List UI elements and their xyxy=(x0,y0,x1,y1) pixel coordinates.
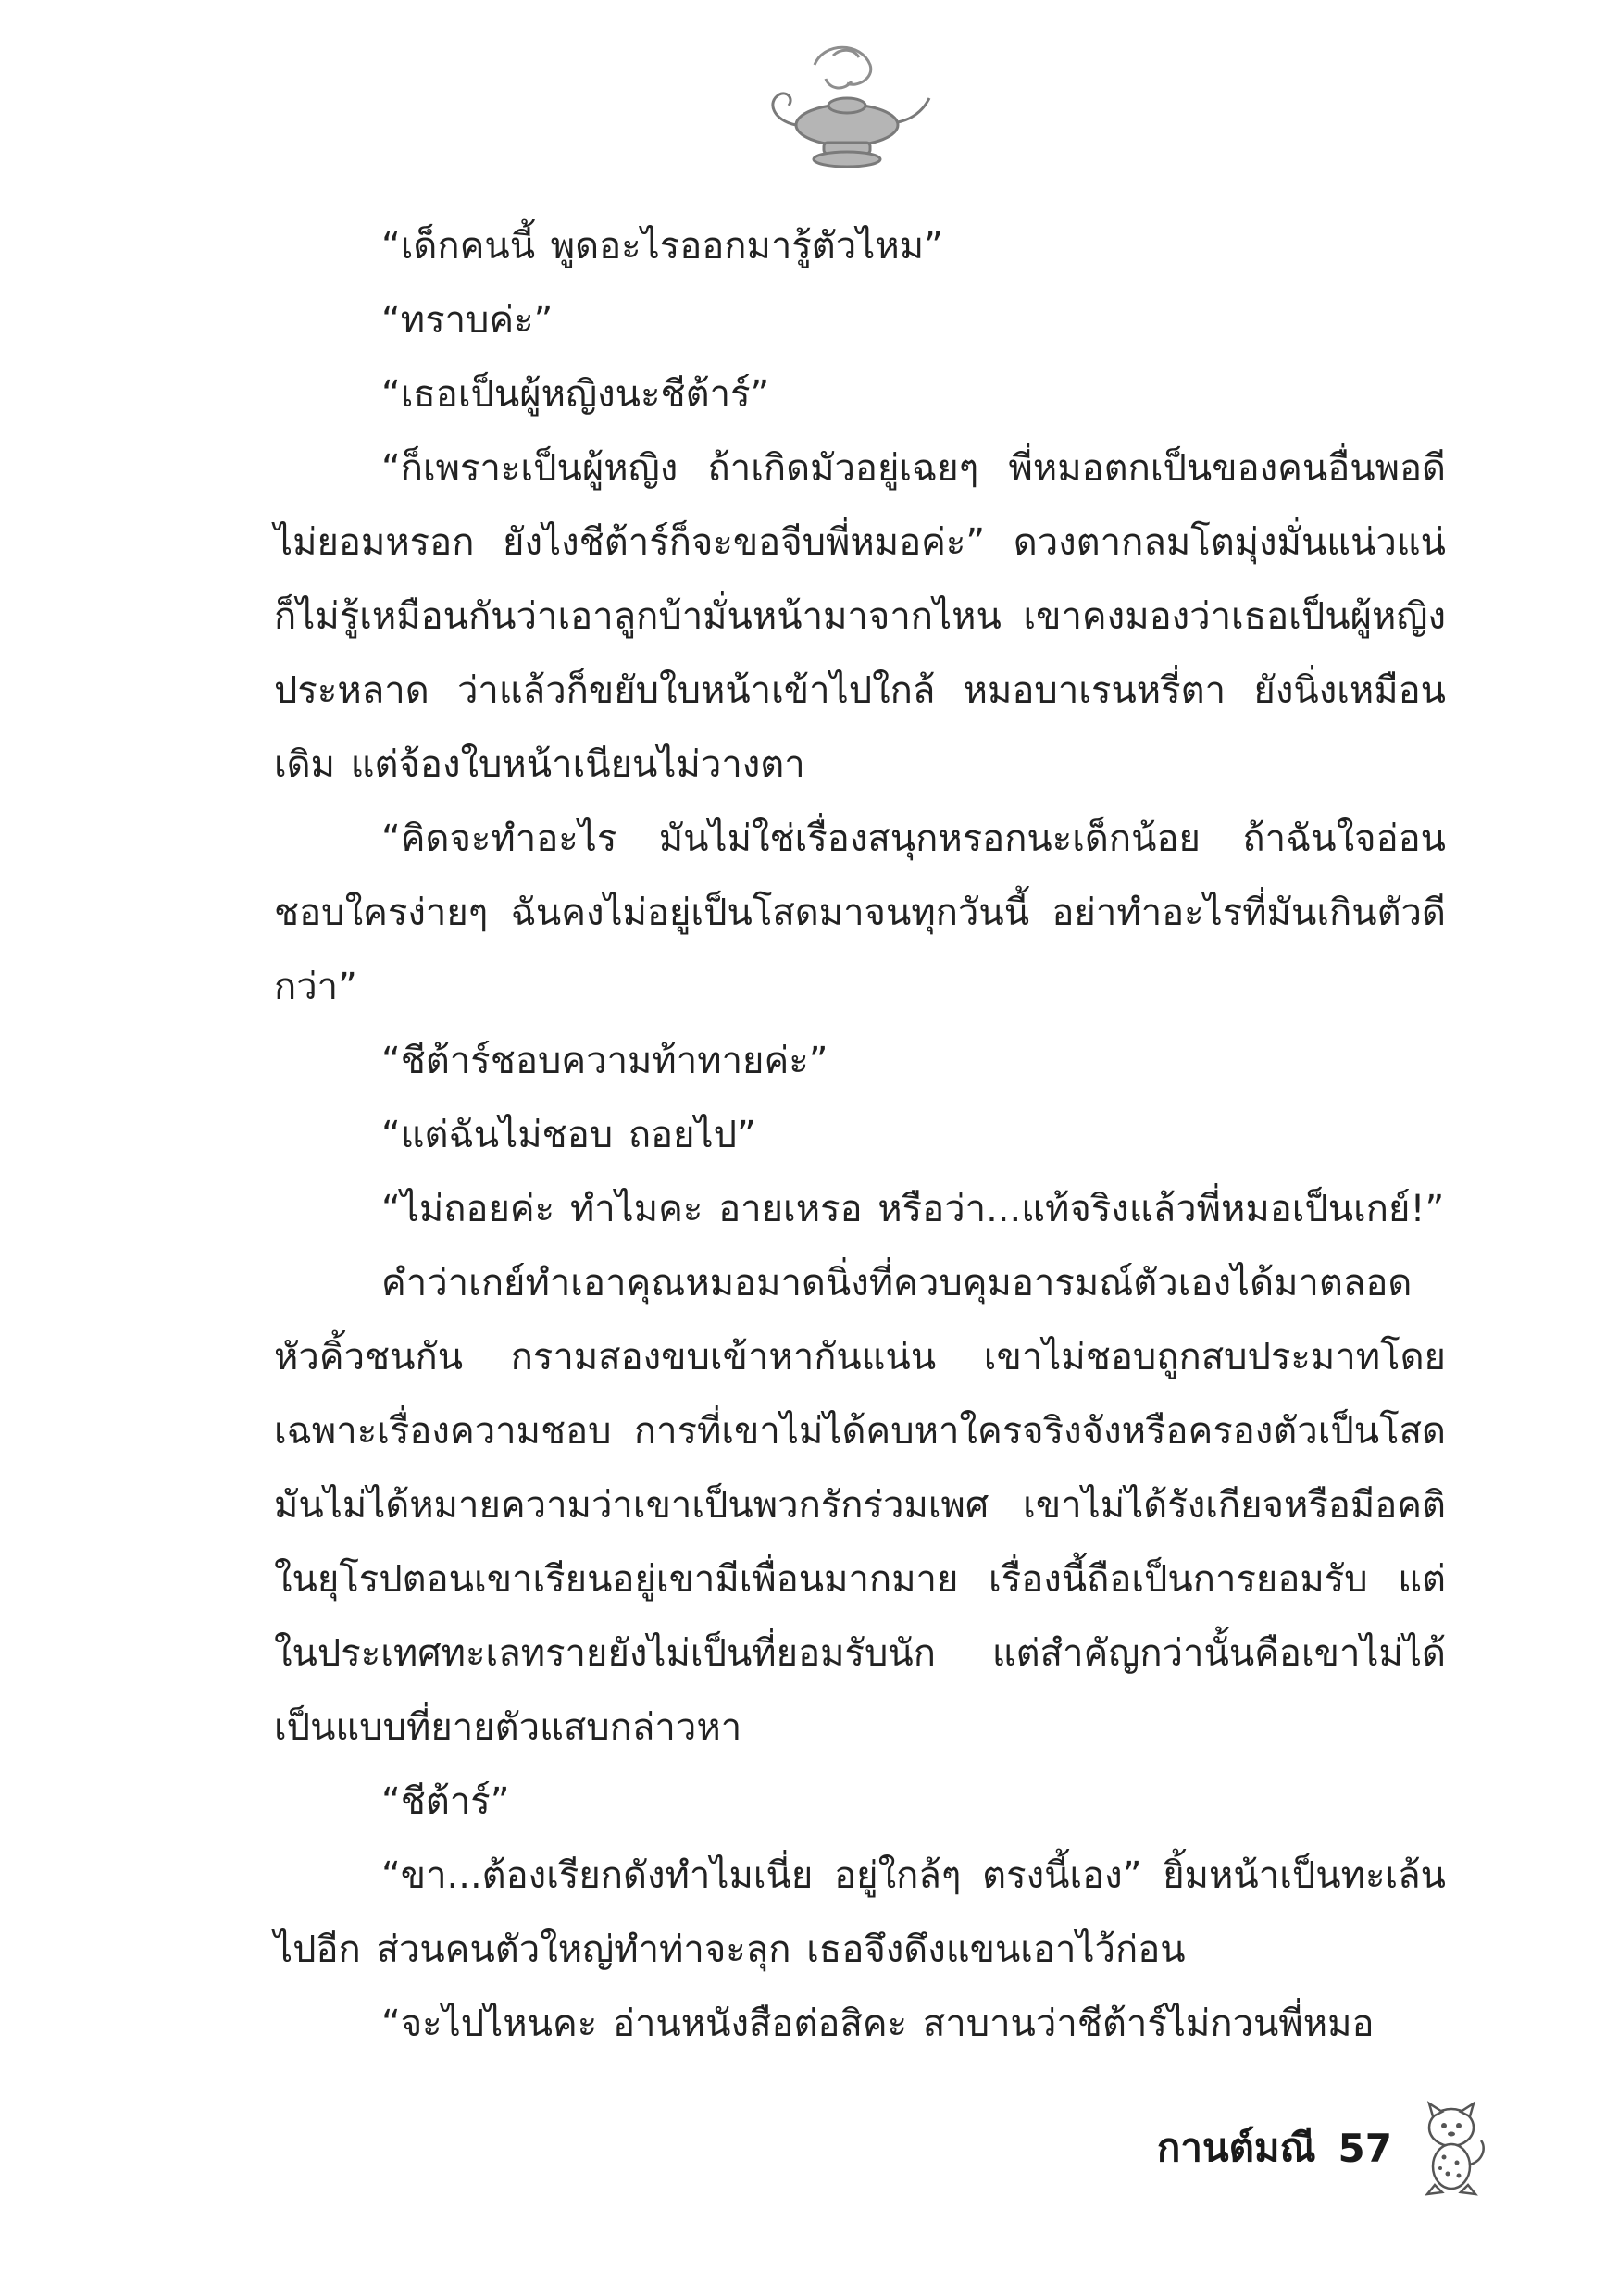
paragraph: “เด็กคนนี้ พูดอะไรออกมารู้ตัวไหม” xyxy=(381,225,943,268)
body-text xyxy=(274,209,1446,2061)
paragraph: “เธอเป็นผู้หญิงนะชีต้าร์” xyxy=(381,373,770,416)
paragraph: “ก็เพราะเป็นผู้หญิง ถ้าเกิดมัวอยู่เฉยๆ พี่หมอตกเป็นของคนอื่นพอดี ไม่ยอมหรอก ยังไงชีต้าร์ก็จะขอจีบพี่หมอค่ะ” ดวงตากลมโตมุ่งมั่นแน่วแน่ ก็ไม่รู้เหมือนกันว่าเอาลูกบ้ามั่นหน้ามาจากไหน เขาคงมองว่าเธอเป็นผู้หญิงประหลาด ว่าแล้วก็ขยับใบหน้าเข้าไปใกล้ หมอบาเรนหรี่ตา ยังนิ่งเหมือนเดิม แต่จ้องใบหน้าเนียนไม่วางตา xyxy=(274,447,1446,786)
paragraph: “แต่ฉันไม่ชอบ ถอยไป” xyxy=(381,1114,756,1156)
page-footer xyxy=(1157,2097,1488,2199)
paragraph: “ทราบค่ะ” xyxy=(381,299,554,342)
cartoon-cat-mascot-icon xyxy=(1414,2100,1488,2196)
paragraph: “คิดจะทำอะไร มันไม่ใช่เรื่องสนุกหรอกนะเด็กน้อย ถ้าฉันใจอ่อนชอบใครง่ายๆ ฉันคงไม่อยู่เป็นโสดมาจนทุกวันนี้ อย่าทำอะไรที่มันเกินตัวดีกว่า” xyxy=(274,817,1446,1008)
paragraph: คำว่าเกย์ทำเอาคุณหมอมาดนิ่งที่ควบคุมอารมณ์ตัวเองได้มาตลอดหัวคิ้วชนกัน กรามสองขบเข้าหากันแน่น เขาไม่ชอบถูกสบประมาทโดยเฉพาะเรื่องความชอบ การที่เขาไม่ได้คบหาใครจริงจังหรือครองตัวเป็นโสด มันไม่ได้หมายความว่าเขาเป็นพวกรักร่วมเพศ เขาไม่ได้รังเกียจหรือมีอคติ ในยุโรปตอนเขาเรียนอยู่เขามีเพื่อนมากมาย เรื่องนี้ถือเป็นการยอมรับ แต่ในประเทศทะเลทรายยังไม่เป็นที่ยอมรับนัก แต่สำคัญกว่านั้นคือเขาไม่ได้เป็นแบบที่ยายตัวแสบกล่าวหา xyxy=(274,1262,1446,1749)
paragraph: “จะไปไหนคะ อ่านหนังสือต่อสิคะ สาบานว่าชีต้าร์ไม่กวนพี่หมอ xyxy=(381,2003,1375,2045)
paragraph: “ชีต้าร์” xyxy=(381,1780,510,1823)
paragraph: “ชีต้าร์ชอบความท้าทายค่ะ” xyxy=(381,1040,828,1082)
page-number: 57 xyxy=(1338,2125,1392,2171)
magic-lamp-icon xyxy=(759,37,935,176)
paragraph: “ขา...ต้องเรียกดังทำไมเนี่ย อยู่ใกล้ๆ ตรงนี้เอง” ยิ้มหน้าเป็นทะเล้นไปอีก ส่วนคนตัวใหญ่ทำท่าจะลุก เธอจึงดึงแขนเอาไว้ก่อน xyxy=(274,1854,1446,1971)
paragraph: “ไม่ถอยค่ะ ทำไมคะ อายเหรอ หรือว่า...แท้จริงแล้วพี่หมอเป็นเกย์!” xyxy=(381,1188,1445,1230)
author-name: กานต์มณี xyxy=(1156,2125,1316,2170)
